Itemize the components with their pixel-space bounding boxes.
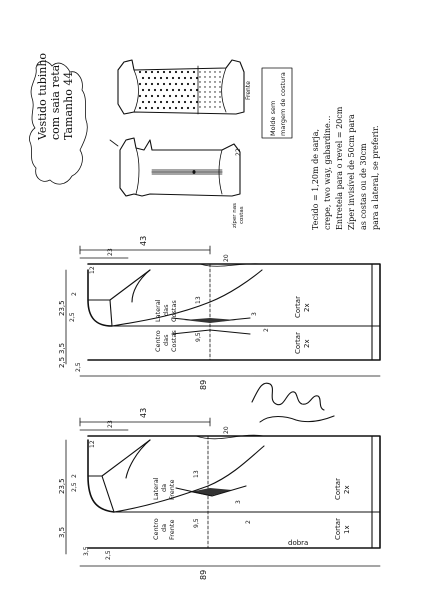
front-dim-89: 89 <box>199 569 208 580</box>
polka-dot <box>163 107 165 109</box>
front-dim-2: 2 <box>71 474 78 478</box>
polka-dot <box>199 71 200 72</box>
back-dim-20: 20 <box>223 254 230 262</box>
front-dim-235: 23,5 <box>58 478 66 494</box>
polka-dot <box>204 106 205 107</box>
back-cut-label-2: 2x <box>303 303 311 312</box>
polka-dot <box>219 101 220 102</box>
polka-dot <box>175 107 177 109</box>
polka-dot <box>166 89 168 91</box>
polka-dot <box>204 101 205 102</box>
polka-dot <box>160 101 162 103</box>
back-dim-13: 13 <box>195 296 202 304</box>
title-line-2: com saia reta <box>49 64 62 140</box>
front-dim-3: 3 <box>235 500 242 504</box>
polka-dot <box>178 101 180 103</box>
front-side-label-2: da <box>160 483 168 492</box>
polka-dot <box>209 71 210 72</box>
polka-dot <box>209 101 210 102</box>
polka-dot <box>214 71 215 72</box>
materials-line-5: as costas ou de 30cm <box>359 143 368 230</box>
back-dim-2b: 2 <box>263 328 270 332</box>
materials-line-4: Zíper invisível de 50cm para <box>347 114 356 230</box>
polka-dot <box>157 83 159 85</box>
back-center-label-3: Costas <box>170 330 178 352</box>
polka-dot <box>214 91 215 92</box>
polka-dot <box>181 71 183 73</box>
polka-dot <box>187 83 189 85</box>
polka-dot-pattern <box>139 71 221 109</box>
back-dim-23: 23 <box>107 248 114 256</box>
polka-dot <box>157 71 159 73</box>
polka-dot <box>219 81 220 82</box>
back-dim-12: 12 <box>89 266 96 274</box>
polka-dot <box>219 71 220 72</box>
front-side-label-1: Lateral <box>152 477 160 500</box>
polka-dot <box>190 89 192 91</box>
polka-dot <box>219 86 220 87</box>
polka-dot <box>196 89 198 91</box>
back-side-label-3: Costas <box>170 300 178 322</box>
front-center-label-2: da <box>160 523 168 532</box>
front-fold-label: dobra <box>288 539 309 547</box>
front-dim-13: 13 <box>193 470 200 478</box>
polka-dot <box>187 71 189 73</box>
seam-allowance-note <box>262 68 292 138</box>
polka-dot <box>196 77 198 79</box>
polka-dot <box>204 86 205 87</box>
polka-dot <box>139 71 141 73</box>
front-center-label-1: Centro <box>152 518 160 540</box>
back-center-label-2: das <box>162 334 170 346</box>
polka-dot <box>172 77 174 79</box>
front-cut-label-2: 2x <box>343 485 351 494</box>
title-line-3: Tamanho 44 <box>62 71 75 140</box>
front-dim-35b: 3,5 <box>83 546 90 556</box>
polka-dot <box>145 83 147 85</box>
polka-dot <box>175 83 177 85</box>
polka-dot <box>214 101 215 102</box>
polka-dot <box>139 107 141 109</box>
polka-dot <box>157 95 159 97</box>
polka-dot <box>187 95 189 97</box>
front-dim-25b: 2,5 <box>105 550 112 560</box>
polka-dot <box>204 71 205 72</box>
polka-dot <box>172 101 174 103</box>
dress-front-illustration <box>118 60 252 114</box>
polka-dot <box>219 76 220 77</box>
polka-dot <box>209 76 210 77</box>
polka-dot <box>181 83 183 85</box>
polka-dot <box>193 107 195 109</box>
polka-dot <box>214 106 215 107</box>
polka-dot <box>199 96 200 97</box>
polka-dot <box>148 77 150 79</box>
front-dim-35: 3,5 <box>58 526 66 538</box>
back-depth-label: 22 <box>235 148 242 156</box>
materials-line-3: Entretela para o revel = 20cm <box>335 106 344 230</box>
polka-dot <box>190 101 192 103</box>
polka-dot <box>199 86 200 87</box>
polka-dot <box>163 83 165 85</box>
title-line-1: Vestido tubinho <box>36 52 49 140</box>
front-pattern <box>58 408 380 580</box>
polka-dot <box>219 106 220 107</box>
polka-dot <box>157 107 159 109</box>
polka-dot <box>199 76 200 77</box>
front-center-label-3: Frente <box>168 519 176 540</box>
polka-dot <box>178 77 180 79</box>
polka-dot <box>151 71 153 73</box>
front-dim-12: 12 <box>89 440 96 448</box>
polka-dot <box>199 81 200 82</box>
polka-dot <box>163 71 165 73</box>
polka-dot <box>178 89 180 91</box>
back-cut-label-3: Cortar <box>294 332 302 354</box>
polka-dot <box>145 107 147 109</box>
materials-line-1: Tecido = 1,20m de sarja, <box>311 128 320 230</box>
back-zipper-label-2: costas <box>239 206 245 224</box>
back-dim-95: 9,5 <box>195 332 202 342</box>
front-dim-width: 43 <box>139 407 148 418</box>
polka-dot <box>160 89 162 91</box>
polka-dot <box>181 107 183 109</box>
polka-dot <box>209 86 210 87</box>
polka-dot <box>204 91 205 92</box>
polka-dot <box>187 107 189 109</box>
front-dim-2b: 2 <box>245 520 252 524</box>
back-side-label-2: das <box>162 304 170 316</box>
dress-back-illustration <box>110 138 245 228</box>
back-dim-35: 3,5 <box>58 342 66 354</box>
polka-dot <box>142 89 144 91</box>
title-block <box>36 53 75 141</box>
back-dim-25: 2,5 <box>58 356 66 368</box>
polka-dot <box>204 81 205 82</box>
polka-dot <box>154 101 156 103</box>
polka-dot <box>209 96 210 97</box>
front-label: Frente <box>245 81 252 100</box>
polka-dot <box>160 77 162 79</box>
back-cut-label-4: 2x <box>303 339 311 348</box>
polka-dot <box>145 95 147 97</box>
front-dim-95: 9,5 <box>193 518 200 528</box>
polka-dot <box>214 96 215 97</box>
front-cut-label-4: 1x <box>343 525 351 534</box>
polka-dot <box>219 91 220 92</box>
back-dim-89: 89 <box>199 379 208 390</box>
back-pattern <box>58 236 380 390</box>
polka-dot <box>209 106 210 107</box>
polka-dot <box>193 95 195 97</box>
front-dim-25: 2,5 <box>71 482 78 492</box>
polka-dot <box>154 77 156 79</box>
polka-dot <box>148 89 150 91</box>
back-zipper-label-1: zíper nas <box>232 202 238 228</box>
polka-dot <box>139 95 141 97</box>
polka-dot <box>169 95 171 97</box>
polka-dot <box>148 101 150 103</box>
front-side-label-3: Frente <box>168 479 176 500</box>
polka-dot <box>139 83 141 85</box>
back-dim-235: 23,5 <box>58 300 66 316</box>
polka-dot <box>151 95 153 97</box>
polka-dot <box>181 95 183 97</box>
seam-allowance-line-2: margem de costura <box>279 72 287 136</box>
polka-dot <box>169 83 171 85</box>
author-signature <box>252 383 334 422</box>
back-dim-25b: 2,5 <box>69 312 76 322</box>
polka-dot <box>199 91 200 92</box>
back-dim-2: 2 <box>71 292 78 296</box>
back-center-label-1: Centro <box>154 330 162 352</box>
polka-dot <box>166 77 168 79</box>
polka-dot <box>214 86 215 87</box>
polka-dot <box>169 71 171 73</box>
back-dim-width: 43 <box>139 235 148 246</box>
polka-dot <box>196 101 198 103</box>
back-cut-label-1: Cortar <box>294 296 302 318</box>
back-dim-25c: 2,5 <box>75 362 82 372</box>
polka-dot <box>214 76 215 77</box>
polka-dot <box>175 95 177 97</box>
front-cut-label-3: Cortar <box>334 518 342 540</box>
front-dim-20: 20 <box>223 426 230 434</box>
polka-dot <box>169 107 171 109</box>
back-side-label-1: Lateral <box>154 299 162 322</box>
polka-dot <box>199 101 200 102</box>
materials-line-2: crepe, two way, gabardine... <box>323 115 332 230</box>
polka-dot <box>142 77 144 79</box>
polka-dot <box>151 83 153 85</box>
front-dim-23: 23 <box>107 420 114 428</box>
polka-dot <box>199 106 200 107</box>
polka-dot <box>154 89 156 91</box>
back-dim-3: 3 <box>251 312 258 316</box>
front-cut-label-1: Cortar <box>334 478 342 500</box>
materials-line-6: para a lateral, se preferir. <box>371 125 380 230</box>
polka-dot <box>172 89 174 91</box>
polka-dot <box>175 71 177 73</box>
polka-dot <box>145 71 147 73</box>
polka-dot <box>204 96 205 97</box>
polka-dot <box>184 77 186 79</box>
polka-dot <box>166 101 168 103</box>
polka-dot <box>190 77 192 79</box>
polka-dot <box>163 95 165 97</box>
polka-dot <box>214 81 215 82</box>
polka-dot <box>142 101 144 103</box>
polka-dot <box>193 83 195 85</box>
materials-block <box>311 106 380 230</box>
polka-dot <box>184 89 186 91</box>
polka-dot <box>219 96 220 97</box>
polka-dot <box>209 81 210 82</box>
polka-dot <box>204 76 205 77</box>
polka-dot <box>193 71 195 73</box>
seam-allowance-line-1: Molde sem <box>269 100 277 136</box>
polka-dot <box>151 107 153 109</box>
polka-dot <box>209 91 210 92</box>
polka-dot <box>184 101 186 103</box>
